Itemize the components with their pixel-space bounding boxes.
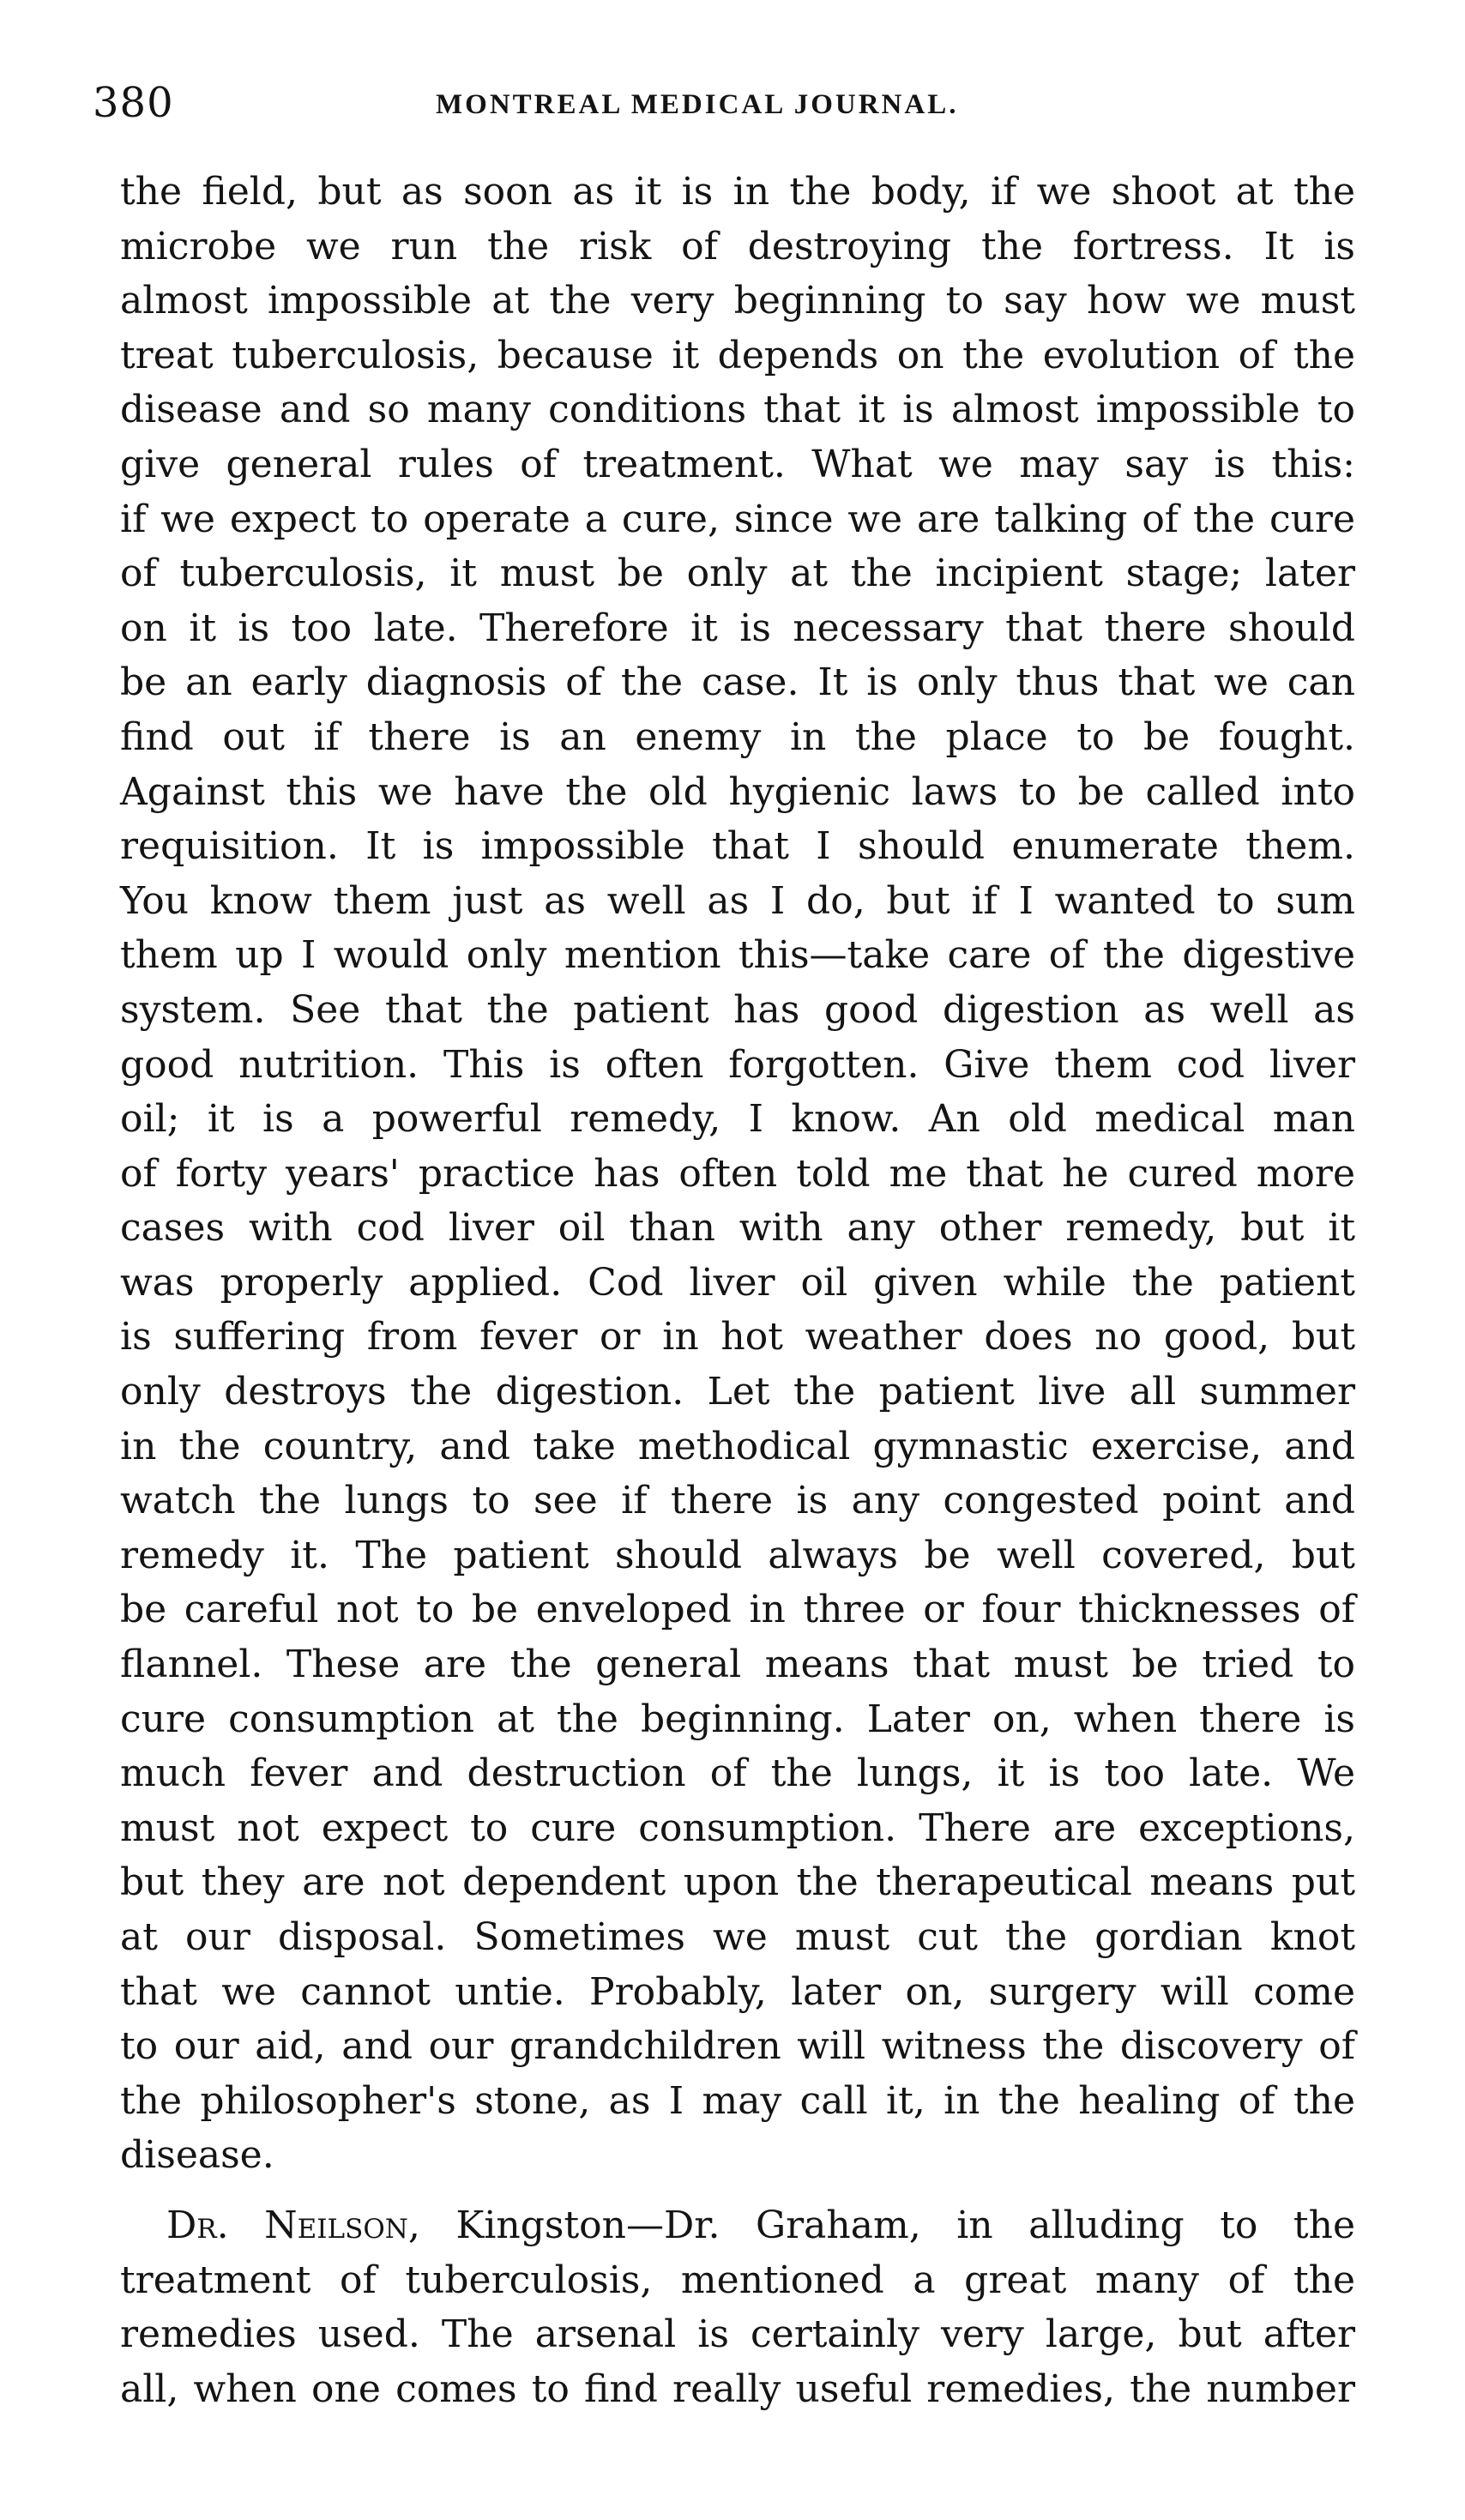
text-line: watch the lungs to see if there is any congested point and [120, 1479, 1355, 1523]
journal-title: MONTREAL MEDICAL JOURNAL. [436, 89, 959, 120]
text-line: the philosopher's stone, as I may call it, in the healing of the [120, 2078, 1355, 2123]
text-line: good nutrition. This is often forgotten. Give them cod liver [120, 1042, 1355, 1087]
text-line: cure consumption at the beginning. Later on, when there is [120, 1697, 1355, 1741]
text-line: You know them just as well as I do, but if I wanted to sum [120, 878, 1355, 923]
text-line: that we cannot untie. Probably, later on, surgery will come [120, 1969, 1355, 2014]
text-line: find out if there is an enemy in the place to be fought. [120, 714, 1355, 759]
text-line: Against this we have the old hygienic laws to be called into [120, 769, 1355, 814]
text-line: of tuberculosis, it must be only at the incipient stage; later [120, 552, 1355, 596]
text-line: requisition. It is impossible that I should enumerate them. [120, 824, 1355, 869]
text-line: at our disposal. Sometimes we must cut the gordian knot [120, 1915, 1355, 1959]
text-line: give general rules of treatment. What we may say is this: [120, 442, 1355, 486]
text-line: only destroys the digestion. Let the patient live all summer [120, 1370, 1355, 1414]
text-line: flannel. These are the general means that must be tried to [120, 1643, 1355, 1687]
text-line: much fever and destruction of the lungs, it is too late. We [120, 1751, 1355, 1796]
text-line: disease. [120, 2133, 274, 2178]
speaker-name: Dr. Neilson, [166, 2203, 420, 2247]
text-line: all, when one comes to find really useful remedies, the number [120, 2366, 1355, 2411]
text-line: cases with cod liver oil than with any other remedy, but it [120, 1206, 1355, 1251]
paragraph-2 [120, 2198, 1355, 2416]
text-line: microbe we run the risk of destroying the fortress. It is [120, 224, 1355, 268]
text-line: must not expect to cure consumption. There are exceptions, [120, 1806, 1355, 1850]
text-line: treat tuberculosis, because it depends on the evolution of the [120, 333, 1355, 377]
text-line: remedies used. The arsenal is certainly very large, but after [120, 2312, 1355, 2357]
text-line: be careful not to be enveloped in three or four thicknesses of [120, 1588, 1355, 1632]
text-line: remedy it. The patient should always be well covered, but [120, 1533, 1355, 1577]
text-line: is suffering from fever or in hot weather does no good, but [120, 1315, 1355, 1359]
text-line: of forty years' practice has often told me that he cured more [120, 1151, 1355, 1196]
article-body [120, 165, 1355, 2416]
text-line: treatment of tuberculosis, mentioned a great many of the [120, 2258, 1355, 2302]
text-line: disease and so many conditions that it is almost impossible to [120, 388, 1355, 432]
text-line: to our aid, and our grandchildren will witness the discovery of [120, 2024, 1355, 2069]
page-number: 380 [93, 79, 174, 127]
running-head [93, 79, 1379, 130]
text-line: the field, but as soon as it is in the body, if we shoot at the [120, 170, 1355, 214]
text-line: on it is too late. Therefore it is necessary that there should [120, 606, 1355, 650]
paragraph-1 [120, 165, 1355, 2183]
text-line: but they are not dependent upon the therapeutical means put [120, 1860, 1355, 1905]
text-line: be an early diagnosis of the case. It is only thus that we can [120, 660, 1355, 705]
text-line-rest: Kingston—Dr. Graham, in alluding to the [419, 2203, 1355, 2247]
text-line [120, 2198, 1355, 2253]
text-line: in the country, and take methodical gymnastic exercise, and [120, 1424, 1355, 1468]
text-line: almost impossible at the very beginning to say how we must [120, 279, 1355, 323]
text-line: oil; it is a powerful remedy, I know. An old medical man [120, 1097, 1355, 1142]
text-line: system. See that the patient has good digestion as well as [120, 987, 1355, 1032]
text-line: them up I would only mention this—take care of the digestive [120, 933, 1355, 978]
text-line: was properly applied. Cod liver oil given while the patient [120, 1260, 1355, 1305]
text-line: if we expect to operate a cure, since we are talking of the cure [120, 497, 1355, 541]
